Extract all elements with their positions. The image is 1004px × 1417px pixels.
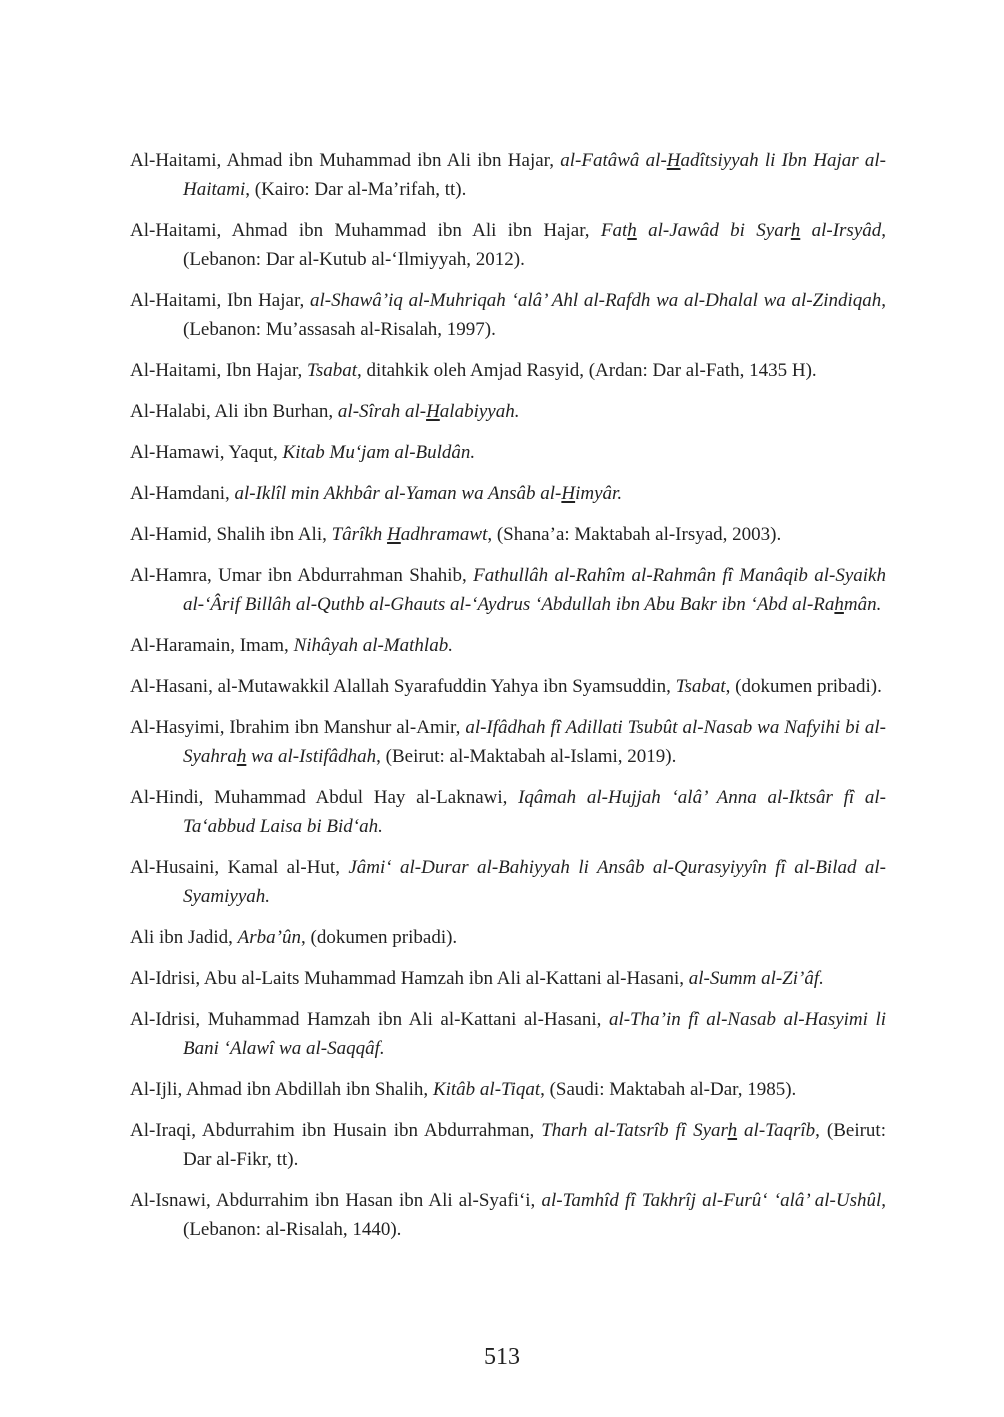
bibliography-entry	[130, 964, 886, 993]
bibliography-entry	[130, 672, 886, 701]
entry-text: Al-Husaini, Kamal al-Hut,	[130, 857, 349, 878]
bibliography-entry	[130, 923, 886, 952]
underlined-letter: h	[236, 746, 247, 767]
entry-title: al-Ifâdhah fî Adillati Tsubût al-Nasab wa Nafyihi bi al-Syahra	[183, 717, 886, 767]
underlined-letter: H	[561, 483, 576, 504]
entry-title: mân.	[843, 594, 882, 615]
entry-title: Tharh al-Tatsrîb fî Syar	[541, 1120, 728, 1141]
bibliography-entry	[130, 853, 886, 911]
underlined-letter: h	[790, 220, 801, 241]
entry-text: Ali ibn Jadid,	[130, 927, 238, 948]
entry-text: Al-Hindi, Muhammad Abdul Hay al-Laknawi,	[130, 787, 519, 808]
entry-text: , (dokumen pribadi).	[725, 676, 882, 697]
entry-title: Nihâyah al-Mathlab.	[293, 635, 453, 656]
entry-text: , (dokumen pribadi).	[301, 927, 458, 948]
entry-title: Fat	[600, 220, 628, 241]
entry-text: Al-Haitami, Ahmad ibn Muhammad ibn Ali ibn Hajar,	[130, 150, 561, 171]
entry-text: Al-Haitami, Ibn Hajar,	[130, 290, 311, 311]
entry-title: al-Iklîl min Akhbâr al-Yaman wa Ansâb al-	[234, 483, 562, 504]
entry-title: adhramawt	[400, 524, 488, 545]
underlined-letter: h	[834, 594, 844, 615]
bibliography-list	[130, 146, 886, 1256]
bibliography-entry	[130, 561, 886, 619]
entry-text: Al-Iraqi, Abdurrahim ibn Husain ibn Abdurrahman,	[130, 1120, 542, 1141]
entry-title: al-Tamhîd fî Takhrîj al-Furû‘ ‘alâ’ al-Ushûl	[541, 1190, 882, 1211]
entry-title: al-Tha’in fî al-Nasab al-Hasyimi li Bani ‘Alawî wa al-Saqqâf.	[183, 1009, 886, 1059]
bibliography-entry	[130, 146, 886, 204]
underlined-letter: H	[666, 150, 681, 171]
entry-text: , (Shana’a: Maktabah al-Irsyad, 2003).	[487, 524, 782, 545]
entry-text: , (Beirut: Dar al-Fikr, tt).	[183, 1120, 886, 1170]
bibliography-entry	[130, 479, 886, 508]
underlined-letter: H	[387, 524, 401, 545]
entry-text: Al-Halabi, Ali ibn Burhan,	[130, 401, 338, 422]
entry-text: , (Lebanon: al-Risalah, 1440).	[183, 1190, 886, 1240]
entry-text: , (Kairo: Dar al-Ma’rifah, tt).	[245, 179, 467, 200]
entry-title: al-Irsyâd	[800, 220, 882, 241]
underlined-letter: h	[727, 1120, 738, 1141]
entry-text: Al-Hasani, al-Mutawakkil Alallah Syarafuddin Yahya ibn Syamsuddin,	[130, 676, 676, 697]
entry-title: al-Fatâwâ al-	[560, 150, 667, 171]
bibliography-entry	[130, 1005, 886, 1063]
bibliography-entry	[130, 356, 886, 385]
page-number: 513	[484, 1344, 520, 1370]
bibliography-entry	[130, 1116, 886, 1174]
entry-text: Al-Idrisi, Abu al-Laits Muhammad Hamzah ibn Ali al-Kattani al-Hasani,	[130, 968, 689, 989]
entry-title: Kitâb al-Tiqat	[432, 1079, 541, 1100]
entry-title: Fathullâh al-Rahîm al-Rahmân fî Manâqib al-Syaikh al-‘Ârif Billâh al-Quthb al-Ghauts al-‘Aydrus ‘Abdullah ibn Abu Bakr ibn ‘Abd al-Ra	[183, 565, 886, 615]
entry-title: Tsabat	[675, 676, 726, 697]
entry-title: al-Summ al-Zi’âf.	[688, 968, 824, 989]
entry-text: , (Lebanon: Mu’assasah al-Risalah, 1997).	[183, 290, 886, 340]
entry-text: , (Lebanon: Dar al-Kutub al-‘Ilmiyyah, 2012).	[183, 220, 887, 270]
entry-title: al-Taqrîb	[737, 1120, 816, 1141]
bibliography-entry	[130, 286, 886, 344]
bibliography-entry	[130, 397, 886, 426]
entry-text: Al-Hamdani,	[130, 483, 235, 504]
underlined-letter: h	[627, 220, 637, 241]
entry-title: Iqâmah al-Hujjah ‘alâ’ Anna al-Iktsâr fî al-Ta‘abbud Laisa bi Bid‘ah.	[183, 787, 886, 837]
entry-title: adîtsiyyah li Ibn Hajar al-Haitami	[183, 150, 887, 200]
entry-text: Al-Hasyimi, Ibrahim ibn Manshur al-Amir,	[130, 717, 466, 738]
entry-title: al-Sîrah al-	[337, 401, 427, 422]
bibliography-entry	[130, 1186, 886, 1244]
entry-text: , (Saudi: Maktabah al-Dar, 1985).	[540, 1079, 797, 1100]
entry-title: al-Shawâ’iq al-Muhriqah ‘alâ’ Ahl al-Rafdh wa al-Dhalal wa al-Zindiqah	[310, 290, 882, 311]
entry-title: Arba’ûn	[237, 927, 301, 948]
bibliography-entry	[130, 216, 886, 274]
entry-title: Tsabat	[307, 360, 358, 381]
bibliography-entry	[130, 713, 886, 771]
entry-text: Al-Hamawi, Yaqut,	[130, 442, 283, 463]
entry-title: alabiyyah.	[439, 401, 520, 422]
entry-text: , ditahkik oleh Amjad Rasyid, (Ardan: Dar al-Fath, 1435 H).	[357, 360, 817, 381]
entry-title: Târîkh	[331, 524, 388, 545]
entry-text: Al-Isnawi, Abdurrahim ibn Hasan ibn Ali al-Syafi‘i,	[130, 1190, 542, 1211]
entry-text: Al-Idrisi, Muhammad Hamzah ibn Ali al-Kattani al-Hasani,	[130, 1009, 609, 1030]
entry-text: , (Beirut: al-Maktabah al-Islami, 2019).	[376, 746, 677, 767]
entry-title: Kitab Mu‘jam al-Buldân.	[282, 442, 476, 463]
bibliography-entry	[130, 631, 886, 660]
entry-title: al-Jawâd bi Syar	[636, 220, 791, 241]
entry-title: imyâr.	[575, 483, 623, 504]
bibliography-entry	[130, 520, 886, 549]
underlined-letter: H	[426, 401, 440, 422]
bibliography-entry	[130, 438, 886, 467]
bibliography-entry	[130, 1075, 886, 1104]
entry-text: Al-Haramain, Imam,	[130, 635, 294, 656]
entry-title: Jâmi‘ al-Durar al-Bahiyyah li Ansâb al-Qurasyiyyîn fî al-Bilad al-Syamiyyah.	[183, 857, 886, 907]
bibliography-entry	[130, 783, 886, 841]
entry-text: Al-Haitami, Ahmad ibn Muhammad ibn Ali ibn Hajar,	[130, 220, 601, 241]
entry-text: Al-Haitami, Ibn Hajar,	[130, 360, 308, 381]
entry-text: Al-Hamra, Umar ibn Abdurrahman Shahib,	[130, 565, 474, 586]
entry-text: Al-Ijli, Ahmad ibn Abdillah ibn Shalih,	[130, 1079, 433, 1100]
entry-title: wa al-Istifâdhah	[246, 746, 377, 767]
entry-text: Al-Hamid, Shalih ibn Ali,	[130, 524, 332, 545]
